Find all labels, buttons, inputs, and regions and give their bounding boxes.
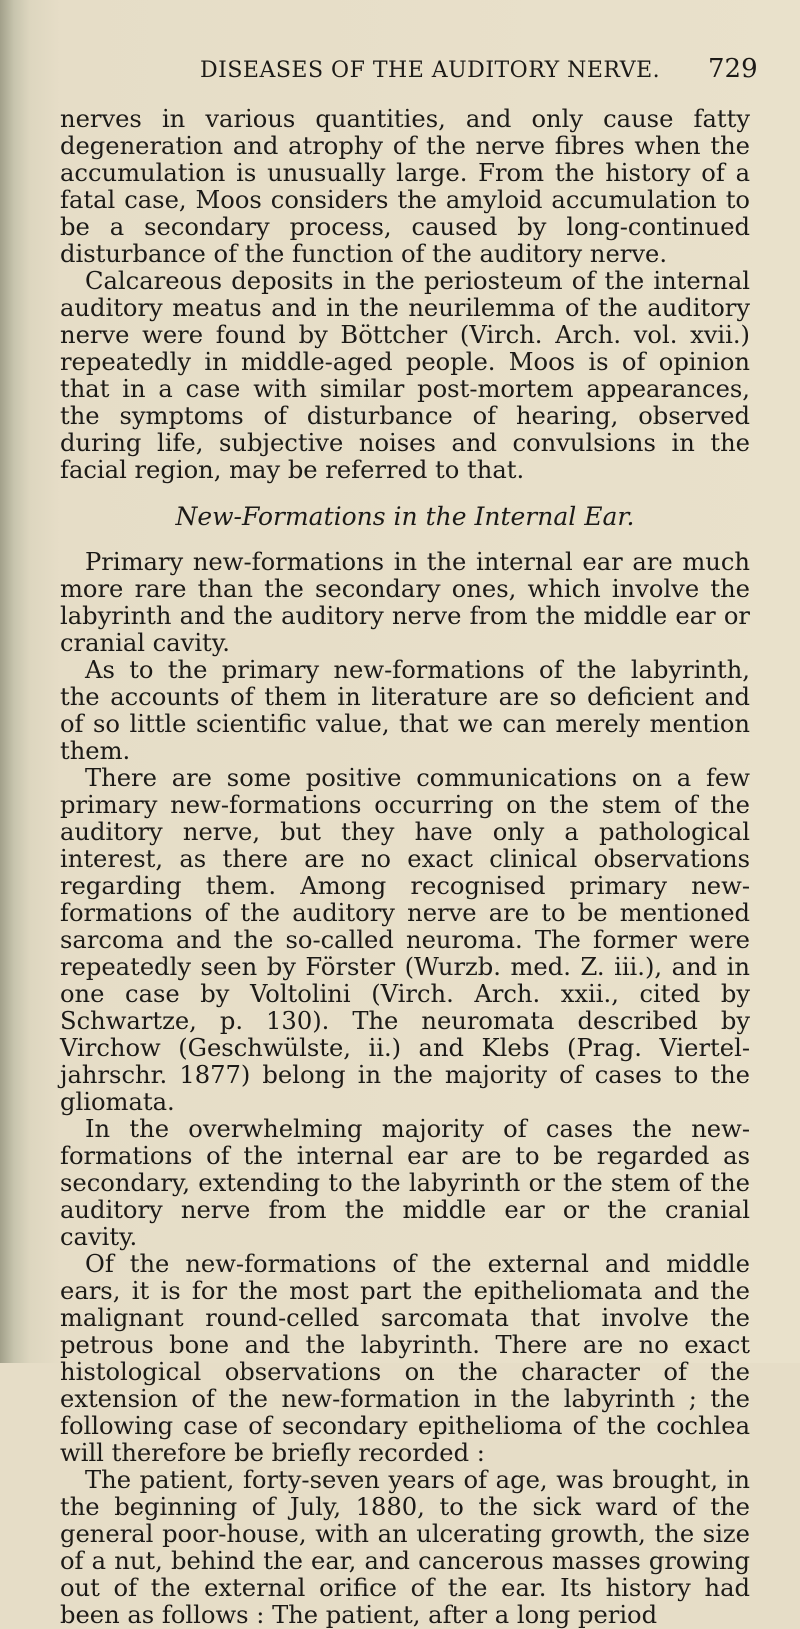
section-heading: New-Formations in the Internal Ear. xyxy=(175,502,635,531)
running-head: DISEASES OF THE AUDITORY NERVE. xyxy=(200,58,661,83)
paragraph: Of the new-formations of the external and middle ears, it is for the most part the epitheliomata and the malignant round-celled sarcomata that involve the petrous bone and the labyrinth. There are no exact histological observations on the character of the extension of the new-formation in the labyrinth ; the following case of secondary epithelioma of the cochlea will therefore be briefly recorded : xyxy=(60,1250,750,1467)
page-header xyxy=(0,54,800,98)
paragraph: nerves in various quantities, and only cause fatty degeneration and atrophy of the nerve fibres when the accumulation is unusually large. From the history of a fatal case, Moos considers the amyloid accumulation to be a secondary process, caused by long-continued disturbance of the function of the auditory nerve. xyxy=(60,105,750,268)
body-text xyxy=(60,106,750,1629)
paragraph: In the overwhelming majority of cases the new-formations of the internal ear are to be regarded as secondary, extending to the labyrinth or the stem of the auditory nerve from the middle ear or the cranial cavity. xyxy=(60,1115,750,1251)
paragraph: The patient, forty-seven years of age, was brought, in the beginning of July, 1880, to the sick ward of the general poor-house, with an ulcerating growth, the size of a nut, behind the ear, and cancerous masses growing out of the external orifice of the ear. Its history had been as follows : The patient, after a long period xyxy=(60,1466,750,1629)
paragraph: Calcareous deposits in the periosteum of the internal auditory meatus and in the neurilemma of the auditory nerve were found by Böttcher (Virch. Arch. vol. xvii.) repeatedly in middle-aged people. Moos is of opinion that in a case with similar post-mortem appearances, the symptoms of disturbance of hearing, observed during life, subjective noises and convulsions in the facial region, may be referred to that. xyxy=(60,267,750,484)
page-number: 729 xyxy=(708,54,758,84)
paragraph: There are some positive communications on a few primary new-formations occurring on the stem of the auditory nerve, but they have only a pathological interest, as there are no exact clinical observations regarding them. Among recognised primary new-formations of the auditory nerve are to be mentioned sarcoma and the so-called neuroma. The former were repeatedly seen by Förster (Wurzb. med. Z. iii.), and in one case by Voltolini (Virch. Arch. xxii., cited by Schwartze, p. 130). The neuromata described by Virchow (Geschwülste, ii.) and Klebs (Prag. Viertel-jahrschr. 1877) belong in the majority of cases to the gliomata. xyxy=(60,764,750,1116)
paragraph: Primary new-formations in the internal ear are much more rare than the secondary ones, which involve the labyrinth and the auditory nerve from the middle ear or cranial cavity. xyxy=(60,548,750,657)
paragraph: As to the primary new-formations of the labyrinth, the accounts of them in literature are so deficient and of so little scientific value, that we can merely mention them. xyxy=(60,656,750,765)
